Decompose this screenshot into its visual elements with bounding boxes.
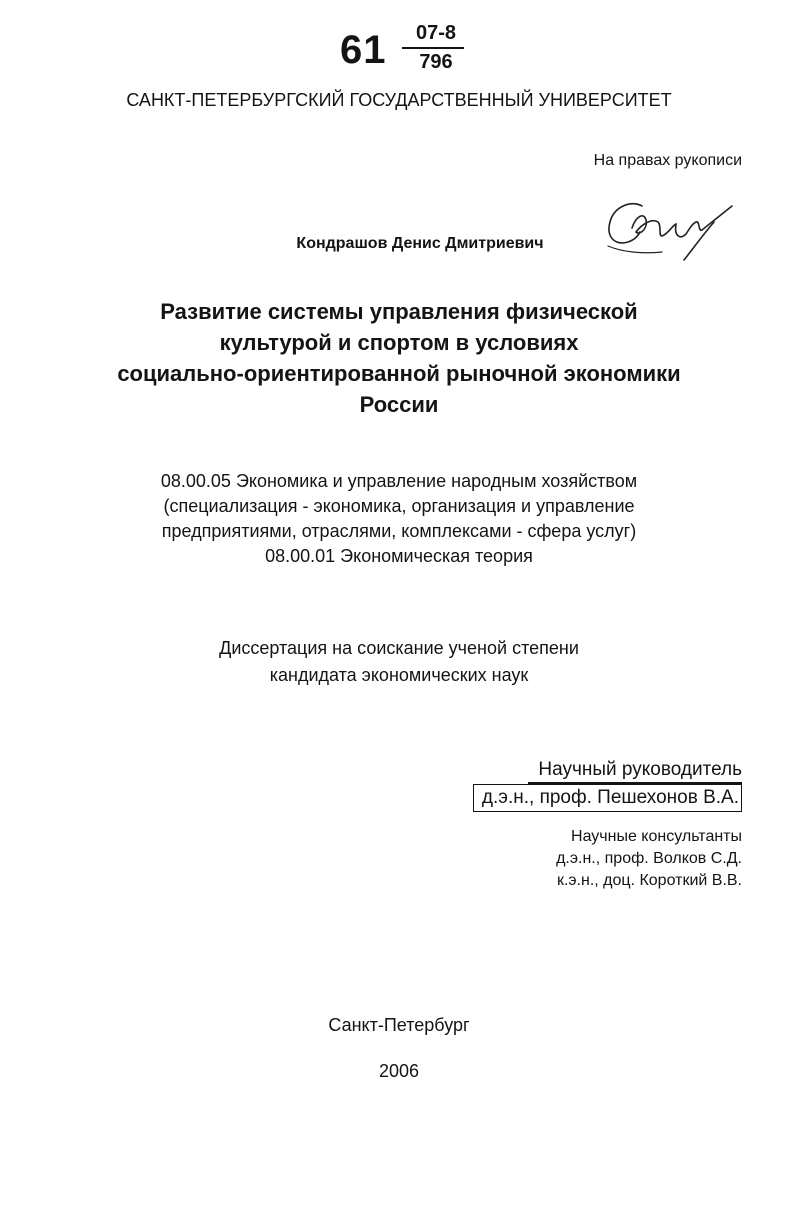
call-number-main: 61 (340, 28, 387, 72)
supervisor-label: Научный руководитель (538, 759, 742, 780)
degree-line: Диссертация на соискание ученой степени (219, 638, 579, 658)
call-number (340, 22, 480, 82)
title-line: России (359, 392, 439, 417)
specialty-line: 08.00.05 Экономика и управление народным хозяйством (160, 471, 638, 491)
consultants-block (556, 826, 742, 892)
city: Санкт-Петербург (328, 1015, 470, 1035)
consultant-name: д.э.н., проф. Волков С.Д. (556, 850, 742, 867)
specialty-line: (специализация - экономика, организация и управление (163, 496, 635, 516)
specialty-line: 08.00.01 Экономическая теория (265, 546, 533, 566)
author-name: Кондрашов Денис Дмитриевич (296, 235, 544, 252)
dissertation-title (0, 296, 798, 420)
call-number-fraction-bar (402, 47, 464, 49)
supervisor-block (473, 757, 742, 812)
consultants-label: Научные консультанты (571, 828, 742, 845)
call-number-fraction-bottom: 796 (419, 51, 453, 73)
specialty-line: предприятиями, отраслями, комплексами - сфера услуг) (161, 521, 637, 541)
degree-block (0, 635, 798, 689)
degree-line: кандидата экономических наук (269, 665, 529, 685)
university-name: САНКТ-ПЕТЕРБУРГСКИЙ ГОСУДАРСТВЕННЫЙ УНИВЕРСИТЕТ (126, 90, 672, 110)
specialty-block (0, 469, 798, 569)
consultant-name: к.э.н., доц. Короткий В.В. (556, 872, 742, 889)
title-line: Развитие системы управления физической (160, 299, 638, 324)
supervisor-label-underline (528, 782, 742, 784)
handwritten-signature (602, 196, 742, 268)
call-number-fraction-top: 07-8 (415, 22, 457, 44)
manuscript-rights-note: На правах рукописи (593, 152, 742, 169)
title-line: социально-ориентированной рыночной экономики (117, 361, 681, 386)
title-line: культурой и спортом в условиях (219, 330, 579, 355)
supervisor-name: д.э.н., проф. Пешехонов В.А. (473, 784, 742, 812)
year: 2006 (378, 1061, 420, 1081)
